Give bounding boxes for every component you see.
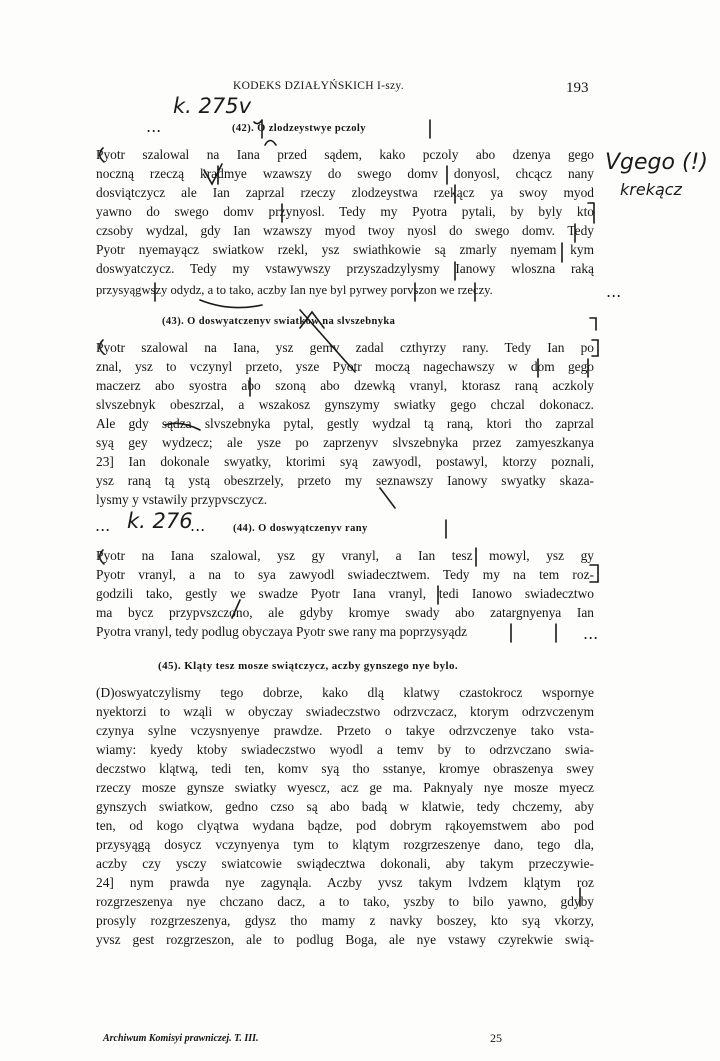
text-line: wiamy: kyedy ktoby swiadeczstwo wyodl a temv by to odrzvczano swia- [96, 742, 594, 757]
section-heading: (42). O zlodzeystwye pczoly [232, 123, 366, 134]
text-line: maczerz abo syostra abo szoną abo dzewką vranyl, ktorasz raną aczkoly [96, 378, 594, 393]
text-line: aczby czy ysczy swiatcowie swiądecztwa dokonali, aby takym przeczywie- [96, 856, 594, 871]
margin-note-correction: Vgego (!) [605, 150, 708, 175]
text-line: znal, ysz to vczynyl przeto, ysze Pyotr moczą nagechawszy w dom gego [96, 359, 594, 374]
text-line: czsoby wydzal, gdy Ian wzawszy myod twoy nyosl do swego domv. Tedy [96, 223, 594, 238]
text-line: ma bycz przypvszczono, ale gdyby kromye swady abo zatargnyenya Ian [96, 605, 594, 620]
section-heading: (45). Kląty tesz mosze swiątczycz, aczby gynszego nye bylo. [158, 660, 459, 672]
text-line: lysmy y vstawily przypvsczycz. [96, 492, 268, 507]
text-line: dosviątczycz ale Ian zaprzal rzeczy zlodzeystwa rzekącz ya swoy myod [96, 185, 594, 200]
text-line: Pyotra vranyl, tedy podlug obyczaya Pyotr swe rany ma poprzysyądz [96, 624, 468, 639]
text-line: nyektorzi to wząli w obyczay swiadeczstwo odrzvczacz, ktorym odrzvczenym [96, 704, 594, 719]
text-line: ten, od kogo clyątwa wydana bądze, pod dobrym rąkoyemstwem abo pod [96, 818, 594, 833]
text-line: yawno do swego domv przynyosl. Tedy my Pyotra pytali, by byly kto [96, 204, 594, 219]
page-number: 193 [566, 80, 589, 96]
text-line: syą gey wydzecz; ale ysze po zaprzenyv slvszebnyka przez zamyeszkanya [96, 435, 594, 450]
text-line: rozgrzeszenya nye chczano dacz, a to tako, yszby to bilo yawno, gdyby [96, 894, 594, 909]
text-line: Pyotr szalowal na Iana, ysz gemv zadal czthyrzy rany. Tedy Ian po [96, 340, 594, 355]
text-line: yvsz gest rozgrzeszon, ale to podlug Boga, ale nye vstawy czyrekwie swią- [96, 932, 594, 947]
text-line: noczną rzeczą kradmye wzawszy do swego domv donyosl, chcącz nany [96, 166, 594, 181]
text-line: prosyly rozgrzeszenya, gdysz tho mamy z navky boszey, kto syą vkorzy, [96, 913, 594, 928]
section-heading: (43). O doswyatczenyv swiatkow na slvszebnyka [162, 316, 396, 327]
footer-source: Archiwum Komisyi prawniczej. T. III. [103, 1033, 259, 1044]
text-line: godzili tako, gestly we swadze Pyotr Iana vranyl, tedi Ianowo swiadecztwo [96, 586, 594, 601]
text-line: 24] nym prawda nye zagynąla. Aczby yvsz takym lvdzem klątym roz [96, 875, 594, 890]
handwritten-folio-number: k. 275v [173, 94, 252, 118]
text-line: przysyągą dosycz vczynyenya tym to klątym rozgrzeszenye dano, tego dla, [96, 837, 594, 852]
handwritten-folio-number: k. 276 [127, 509, 193, 533]
text-line: Pyotr nyemayącz swiatkow rzekl, ysz swiathkowie są zmarly nyemam kym [96, 242, 594, 257]
text-line: rzeczy mosze gynsze swiatky wyescz, acz ge ma. Paknyaly nye mosze myecz [96, 780, 594, 795]
text-line: przysyągwszy odydz, a to tako, aczby Ian nye byl pyrwey porvszon we rzeczy. [96, 283, 493, 297]
text-line: Pyotr szalowal na Iana przed sądem, kako pczoly abo dzenya gego [96, 147, 594, 162]
text-line: Ale gdy sądza slvszebnyka pytal, gestly wydzal tą raną, ktori tho zaprzal [96, 416, 594, 431]
text-line: slvszebnyk obeszrzal, a wszakosz gynszymy swiatky gego chczal dokonacz. [96, 397, 594, 412]
pen-bracket-mark [590, 318, 596, 330]
text-line: gynszych swiatkow, gedno czso są abo badą w klatwie, tedy chczemy, aby [96, 799, 594, 814]
footer-signature-number: 25 [490, 1031, 502, 1045]
pen-line-mark [200, 300, 262, 308]
handwritten-ellipsis: ... [146, 117, 162, 136]
text-line: (D)oswyatczylismy tego dobrze, kako dlą klatwy czastokrocz wspornye [96, 685, 594, 700]
running-title: KODEKS DZIAŁYŃSKICH I-szy. [233, 80, 404, 92]
handwritten-ellipsis: ... [583, 624, 599, 643]
handwritten-ellipsis: ... [95, 516, 111, 535]
text-line: czynya sylne vczysnyenye prawdze. Przeto o takye odrzvczenye tako vsta- [96, 723, 594, 738]
handwritten-ellipsis: ... [190, 516, 206, 535]
text-line: doswyatczycz. Tedy my vstawywszy przyszadzylysmy Ianowy wloszna raką [96, 261, 594, 276]
handwritten-ellipsis: ... [606, 282, 622, 301]
section-heading: (44). O doswyątczenyv rany [233, 523, 368, 534]
text-line: deczstwo klątwą, tedi ten, komv syą tho sstanye, kromye obraszenya swey [96, 761, 594, 776]
text-line: Pyotr na Iana szalowal, ysz gy vranyl, a Ian tesz mowyl, ysz gy [96, 548, 594, 563]
text-line: 23] Ian dokonale swyatky, ktorimi syą zawyodl, postawyl, ktorzy poznali, [96, 454, 594, 469]
text-line: Pyotr vranyl, a na to sya zawyodl swiadecztwem. Tedy my na tem roz- [96, 567, 594, 582]
text-line: ysz raną tą ystą obeszrzely, przeto my seznawszy Ianowy swyatky skaza- [96, 473, 594, 488]
margin-note-word: krekącz [620, 180, 682, 199]
